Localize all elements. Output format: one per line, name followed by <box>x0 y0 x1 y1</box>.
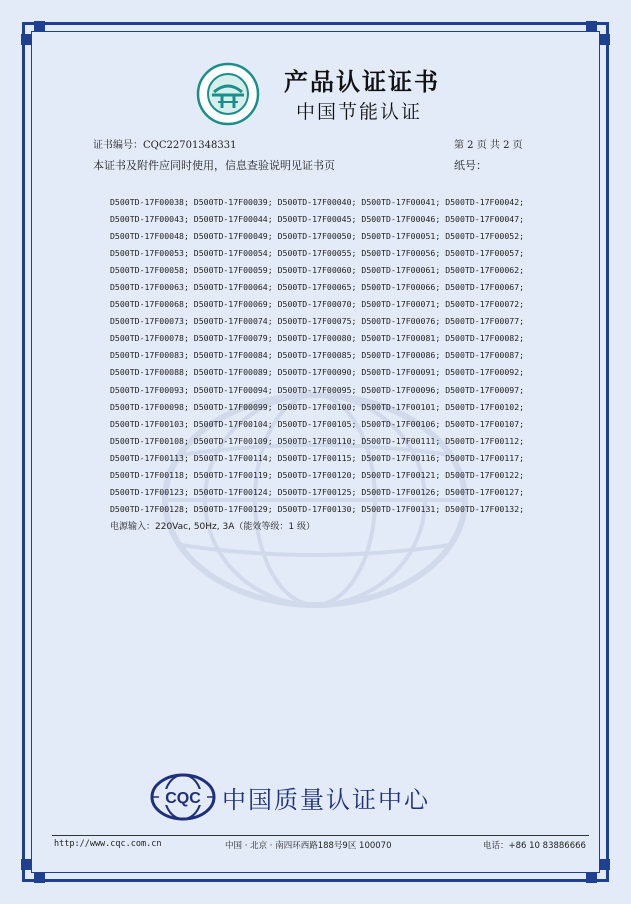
corner-ornament <box>21 859 32 870</box>
model-row: D500TD-17F00068; D500TD-17F00069; D500TD-17F00070; D500TD-17F00071; D500TD-17F00072; <box>110 299 525 310</box>
footer-divider <box>52 835 589 836</box>
model-row: D500TD-17F00123; D500TD-17F00124; D500TD-17F00125; D500TD-17F00126; D500TD-17F00127; <box>110 486 525 497</box>
model-row: D500TD-17F00053; D500TD-17F00054; D500TD-17F00055; D500TD-17F00056; D500TD-17F00057; <box>110 248 525 259</box>
model-row: D500TD-17F00078; D500TD-17F00079; D500TD-17F00080; D500TD-17F00081; D500TD-17F00082; <box>110 333 525 344</box>
certificate-number: 证书编号：CQC22701348331 <box>93 140 237 151</box>
page-info: 第 2 页 共 2 页 <box>454 140 523 151</box>
issuer-name: 中国质量认证中心 <box>222 786 430 814</box>
corner-ornament <box>586 21 597 32</box>
certificate-title: 产品认证证书 <box>284 68 440 96</box>
model-row: D500TD-17F00058; D500TD-17F00059; D500TD-17F00060; D500TD-17F00061; D500TD-17F00062; <box>110 265 525 276</box>
energy-certification-logo-icon <box>196 62 260 126</box>
footer-website: http://www.cqc.com.cn <box>54 839 162 849</box>
model-row: D500TD-17F00073; D500TD-17F00074; D500TD-17F00075; D500TD-17F00076; D500TD-17F00077; <box>110 316 525 327</box>
model-row: D500TD-17F00103; D500TD-17F00104; D500TD-17F00105; D500TD-17F00106; D500TD-17F00107; <box>110 418 525 429</box>
corner-ornament <box>599 859 610 870</box>
model-row: D500TD-17F00118; D500TD-17F00119; D500TD-17F00120; D500TD-17F00121; D500TD-17F00122; <box>110 469 525 480</box>
model-row: D500TD-17F00098; D500TD-17F00099; D500TD-17F00100; D500TD-17F00101; D500TD-17F00102; <box>110 401 525 412</box>
cqc-logo-icon <box>150 772 216 822</box>
paper-number-label: 纸号： <box>454 159 487 172</box>
model-row: D500TD-17F00128; D500TD-17F00129; D500TD-17F00130; D500TD-17F00131; D500TD-17F00132; <box>110 503 525 514</box>
power-input: 电源输入：220Vac, 50Hz, 3A（能效等级：1 级） <box>110 522 315 532</box>
model-row: D500TD-17F00108; D500TD-17F00109; D500TD-17F00110; D500TD-17F00111; D500TD-17F00112; <box>110 435 525 446</box>
model-row: D500TD-17F00093; D500TD-17F00094; D500TD-17F00095; D500TD-17F00096; D500TD-17F00097; <box>110 384 525 395</box>
model-row: D500TD-17F00088; D500TD-17F00089; D500TD-17F00090; D500TD-17F00091; D500TD-17F00092; <box>110 367 525 378</box>
model-row: D500TD-17F00063; D500TD-17F00064; D500TD-17F00065; D500TD-17F00066; D500TD-17F00067; <box>110 282 525 293</box>
model-row: D500TD-17F00038; D500TD-17F00039; D500TD-17F00040; D500TD-17F00041; D500TD-17F00042; <box>110 197 525 207</box>
corner-ornament <box>21 34 32 45</box>
svg-text:CQC: CQC <box>165 790 201 807</box>
model-row: D500TD-17F00083; D500TD-17F00084; D500TD-17F00085; D500TD-17F00086; D500TD-17F00087; <box>110 350 525 361</box>
corner-ornament <box>599 34 610 45</box>
usage-notice: 本证书及附件应同时使用，信息查验说明见证书页 <box>93 159 335 172</box>
model-list <box>110 194 530 518</box>
corner-ornament <box>34 872 45 883</box>
certificate-subtitle: 中国节能认证 <box>296 101 423 123</box>
corner-ornament <box>34 21 45 32</box>
corner-ornament <box>586 872 597 883</box>
model-row: D500TD-17F00043; D500TD-17F00044; D500TD-17F00045; D500TD-17F00046; D500TD-17F00047; <box>110 214 525 225</box>
model-row: D500TD-17F00113; D500TD-17F00114; D500TD-17F00115; D500TD-17F00116; D500TD-17F00117; <box>110 452 525 463</box>
model-row: D500TD-17F00048; D500TD-17F00049; D500TD-17F00050; D500TD-17F00051; D500TD-17F00052; <box>110 231 525 242</box>
footer-address: 中国 · 北京 · 南四环西路188号9区 100070 <box>225 841 392 851</box>
footer-phone: 电话：+86 10 83886666 <box>483 841 586 851</box>
